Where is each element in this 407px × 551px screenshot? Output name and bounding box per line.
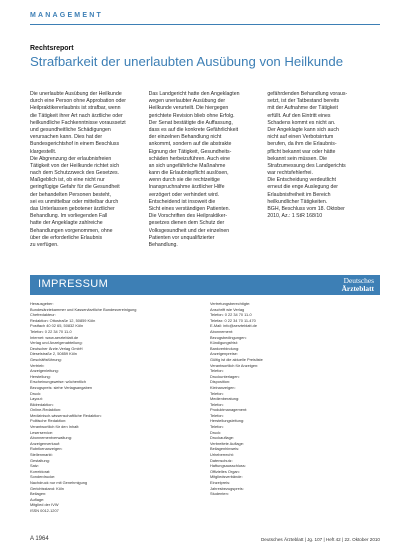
imprint-text-line: Telefon: (210, 390, 224, 396)
imprint-text-line: Stellenmarkt: (30, 452, 53, 458)
imprint-text-line: Vertretungsberechtigte: (210, 301, 251, 306)
article-text-line: war rechtsfehlerfrei. (267, 170, 313, 177)
imprint-text-line: Politische Redaktion: (30, 418, 67, 424)
imprint-header (30, 275, 380, 299)
article-text-line: Volksgesundheit und der einzelnen (148, 227, 230, 234)
article-text-line: verursachen kann. Dies hat der (30, 134, 103, 141)
imprint-text-line: Verantwortlich für den Inhalt: (30, 424, 80, 430)
imprint-text-line: Disposition: (210, 379, 231, 385)
article-text-line: erneut die enge Auslegung der (267, 184, 339, 191)
imprint-text-line: Telefon: (210, 401, 224, 407)
imprint-text-line: Anzeigenverkauf: (30, 440, 61, 446)
article-text-line: gesetzes dienen dem Schutz der (148, 220, 225, 227)
article-text-line: die Tätigkeit ihrer Art nach ärztliche oder (30, 112, 123, 119)
logo-line-3: Jg. 107 · Heft 42 (347, 295, 374, 299)
imprint-text-line: Chefredakteur: (30, 312, 56, 318)
article-text-line: bekannt sein müssen. Die (267, 155, 328, 162)
article-column-1 (30, 91, 143, 258)
article-column-2 (149, 91, 262, 258)
article-text-line: Strafzumessung des Landgerichts (267, 162, 346, 169)
imprint-text-line: Internet: www.aerzteblatt.de (30, 334, 79, 340)
imprint-text-line: Nachdruck nur mit Genehmigung (30, 480, 88, 485)
imprint-text-line: Abonnementverwaltung: (30, 435, 72, 441)
article-text-line: geringfügige Gefahr für die Gesundheit (30, 184, 120, 191)
imprint-text-line: Gültig ist die aktuelle Preisliste (210, 356, 263, 362)
imprint-text-line: Mitglied der IVW (30, 502, 59, 508)
article-headline: Strafbarkeit der unerlaubten Ausübung von Heilkunde (30, 54, 344, 69)
imprint-text-line: Verlag und Anzeigenabteilung: (30, 340, 83, 346)
article-text-line: gerichtete Revision blieb ohne Erfolg. (148, 112, 235, 119)
imprint-text-line: Sonderdrucke: (30, 474, 56, 480)
imprint-text-line: Anschrift wie Verlag (210, 306, 245, 312)
article-text-line: Behandlung. (148, 241, 178, 248)
article-text-line: klargestellt. (30, 148, 57, 155)
article-text-line: Die Entscheidung verdeutlicht (267, 177, 336, 184)
article-text-line: schäden herbeizuführen. Auch eine (148, 155, 231, 162)
imprint-text-line: Leserservice: (30, 429, 54, 435)
article-text-line: pflicht bekannt war oder hätte (267, 148, 336, 155)
article-text-line: 2010, Az.: 1 StR 168/10 (267, 213, 323, 220)
article-text-line: Patienten vor unqualifizierter (148, 234, 215, 241)
article-text-line: hatte der Angeklagte zahlreiche (30, 220, 103, 227)
logo-line-1: Deutsches (343, 276, 374, 285)
article-text-line: Erlaubnisfreiheit im Bereich (267, 191, 331, 198)
article-text-line: heilkundlicher Tätigkeiten. (267, 198, 328, 205)
article-text-line: wegen unerlaubter Ausübung der (148, 98, 226, 105)
article-text-line: verzögert oder verhindert wird. (148, 191, 220, 198)
article-text-line: Der Angeklagte kann sich auch (267, 126, 339, 133)
article-text-line: heilkundliche Fachkenntnisse voraussetzt (30, 119, 126, 126)
article-text-line: durch eine Person ohne Approbation oder (30, 98, 127, 105)
imprint-text-line: Postfach 40 02 65, 50832 Köln (30, 323, 84, 329)
imprint-text-line: Urheberrecht: (210, 452, 234, 458)
article-text-line: Inanspruchnahme ärztlicher Hilfe (148, 184, 225, 191)
imprint-left-column (30, 301, 200, 533)
article-text-line: setzt, ist der Tatbestand bereits (267, 98, 340, 105)
article-text-line: gefährdenden Behandlung voraus- (267, 91, 348, 97)
imprint-text-line: Druckauflage: (210, 435, 235, 441)
article-text-line: über die erforderliche Erlaubnis (30, 234, 103, 241)
article-text-line: Bundesgerichtshof in einem Beschluss (30, 141, 120, 148)
imprint-text-line: Herausgeber: (30, 301, 54, 306)
imprint-text-line: Erscheinungsweise: wöchentlich (30, 379, 87, 385)
imprint-text-line: E-Mail: info@aerzteblatt.de (210, 323, 257, 329)
imprint-body (30, 301, 380, 533)
section-label: MANAGEMENT (30, 12, 103, 19)
article-text-line: erfüllt. Auf den Eintritt eines (267, 112, 331, 119)
article-column-3 (267, 91, 380, 258)
imprint-text-line: Bundesärztekammer und Kassenärztliche Bundesvereinigung (30, 306, 137, 312)
article-text-line: Behandlungen vorgenommen, ohne (30, 227, 113, 234)
imprint-text-line: Gerichtsstand: Köln (30, 485, 64, 491)
imprint-text-line: Geschäftsführung: (30, 356, 62, 362)
imprint-text-line: Beilagenhinweis: (210, 446, 240, 452)
imprint-text-line: Einzelpreis: (210, 480, 231, 485)
imprint-text-line: ISSN 0012-1207 (30, 507, 59, 513)
article-text-line: nicht auf einen Verbotsirrtum (267, 134, 334, 141)
article-text-line: Schadens kommt es nicht an. (267, 119, 336, 126)
imprint-text-line: Redaktion: Ottostraße 12, 50859 Köln (30, 317, 96, 323)
journal-logo (342, 277, 374, 301)
imprint-text-line: Herstellung: (30, 373, 51, 379)
imprint-text-line: Satz: (30, 463, 39, 469)
article-text-line: BGH, Beschluss vom 18. Oktober (267, 206, 345, 212)
logo-line-2: Ärzteblatt (341, 284, 374, 293)
imprint-text-line: Datenschutz: (210, 457, 233, 463)
imprint-text-line: Studenten: (210, 491, 229, 497)
imprint-text-line: Druck: (30, 390, 42, 396)
article-kicker: Rechtsreport (30, 45, 74, 52)
article-text-line: mit der Aufnahme der Tätigkeit (267, 105, 338, 112)
article-text-line: sei es unmittelbar oder mittelbar durch (30, 198, 119, 205)
imprint-text-line: Bezugspreis: siehe Verlagsangaben (30, 384, 93, 390)
imprint-text-line: Vertrieb: (30, 362, 45, 368)
imprint-text-line: Telefon: (210, 412, 224, 418)
article-text-line: Die unerlaubte Ausübung der Heilkunde (30, 91, 122, 97)
article-text-line: das Unterlassen gebotener ärztlicher (30, 206, 115, 212)
article-body (30, 91, 380, 258)
article-text-line: berufen, da ihm die Erlaubnis- (267, 141, 337, 148)
imprint-text-line: Bildredaktion: (30, 401, 54, 407)
article-text-line: ankommt, sondern auf die abstrakte (148, 141, 232, 148)
imprint-text-line: Kleinanzeigen: (210, 384, 236, 390)
imprint-text-line: Bezugsbedingungen: (210, 334, 247, 340)
article-text-line: der einzelnen Behandlung nicht (148, 134, 222, 141)
article-text-line: Tätigkeit von der Heilkunde richtet sich (30, 162, 120, 169)
imprint-text-line: Beilagen: (30, 491, 47, 497)
issue-reference: Deutsches Ärzteblatt | Jg. 107 | Heft 42 | 22. Oktober 2010 (260, 537, 380, 542)
article-text-line: Maßgeblich ist, ob eine nicht nur (30, 177, 105, 184)
imprint-text-line: Telefon: (210, 424, 224, 430)
imprint-text-line: Deutscher Ärzte-Verlag GmbH (30, 345, 83, 351)
article-text-line: Das Landgericht hatte den Angeklagten (148, 91, 240, 97)
article-text-line: Der Senat bestätigte die Auffassung, (148, 119, 233, 126)
imprint-text-line: Telefon: 0 22 34 70 11-0 (30, 328, 72, 334)
imprint-text-line: Medienberatung: (210, 396, 240, 402)
imprint-text-line: Offizielles Organ: (210, 468, 240, 474)
article-text-line: Die Vorschriften des Heilpraktiker- (148, 213, 228, 220)
article-text-line: an sich ungefährliche Maßnahme (148, 162, 226, 169)
imprint-text-line: Bankverbindung: (210, 345, 240, 351)
imprint-text-line: Druckunterlagen: (210, 373, 240, 379)
imprint-text-line: Anzeigenleitung: (30, 368, 59, 374)
article-text-line: wenn durch sie die rechtzeitige (148, 177, 220, 184)
imprint-text-line: Abonnement: (210, 328, 234, 334)
page-number: A 1964 (30, 536, 49, 542)
imprint-text-line: Rubrikenanzeigen: (30, 446, 63, 452)
imprint-text-line: Jahresbezugspreis: (210, 485, 244, 491)
article-text-line: Entscheidend ist insoweit die (148, 198, 216, 205)
article-text-line: Eignung der Tätigkeit, Gesundheits- (148, 148, 232, 155)
imprint-text-line: Kündigungsfrist: (210, 340, 238, 346)
imprint-text-line: Online-Redaktion: (30, 407, 62, 413)
article-text-line: und gesundheitliche Schädigungen (30, 126, 111, 133)
article-text-line: Sicht eines verständigen Patienten. (148, 206, 230, 212)
imprint-text-line: Medizinisch-wissenschaftliche Redaktion: (30, 412, 102, 418)
imprint-text-line: Layout: (30, 396, 43, 402)
article-text-line: dass es auf die konkrete Gefährlichkeit (148, 126, 239, 133)
imprint-text-line: Telefon: (210, 368, 224, 374)
imprint-title: IMPRESSUM (38, 278, 109, 290)
article-text-line: Heilpraktikererlaubnis ist strafbar, wenn (30, 105, 121, 112)
imprint-text-line: Anzeigenpreise: (210, 351, 238, 357)
imprint-text-line: Produktmanagement: (210, 407, 248, 413)
imprint-text-line: Herstellungsleitung: (210, 418, 245, 424)
article-text-line: Behandlung. Im vorliegenden Fall (30, 213, 108, 220)
article-text-line: der behandelten Personen besteht, (30, 191, 112, 198)
imprint-text-line: Mitgliedsverbände: (210, 474, 243, 480)
section-divider (30, 24, 380, 25)
imprint-right-column (210, 301, 380, 533)
article-text-line: zu verfügen. (30, 241, 59, 248)
imprint-text-line: Verbreitete Auflage: (210, 440, 244, 446)
imprint-text-line: Telefon: 0 22 34 70 11-0 (210, 312, 252, 318)
imprint-text-line: Druck: (210, 429, 222, 435)
imprint-text-line: Telefax: 0 22 34 70 11-470 (210, 317, 256, 323)
imprint-text-line: Korrektorat: (30, 468, 51, 474)
article-text-line: Die Abgrenzung der erlaubnisfreien (30, 155, 112, 162)
imprint-text-line: Gestaltung: (30, 457, 50, 463)
imprint-text-line: Dieselstraße 2, 50859 Köln (30, 351, 77, 357)
imprint-text-line: Haftungsausschluss: (210, 463, 246, 469)
imprint-text-line: Auflage: (30, 496, 45, 502)
imprint-text-line: Verantwortlich für Anzeigen: (210, 362, 259, 368)
article-text-line: nach dem Schutzzweck des Gesetzes. (30, 170, 120, 177)
article-text-line: Heilkunde verurteilt. Die hiergegen (148, 105, 229, 112)
article-text-line: kann die Erlaubnispflicht auslösen, (148, 170, 229, 177)
